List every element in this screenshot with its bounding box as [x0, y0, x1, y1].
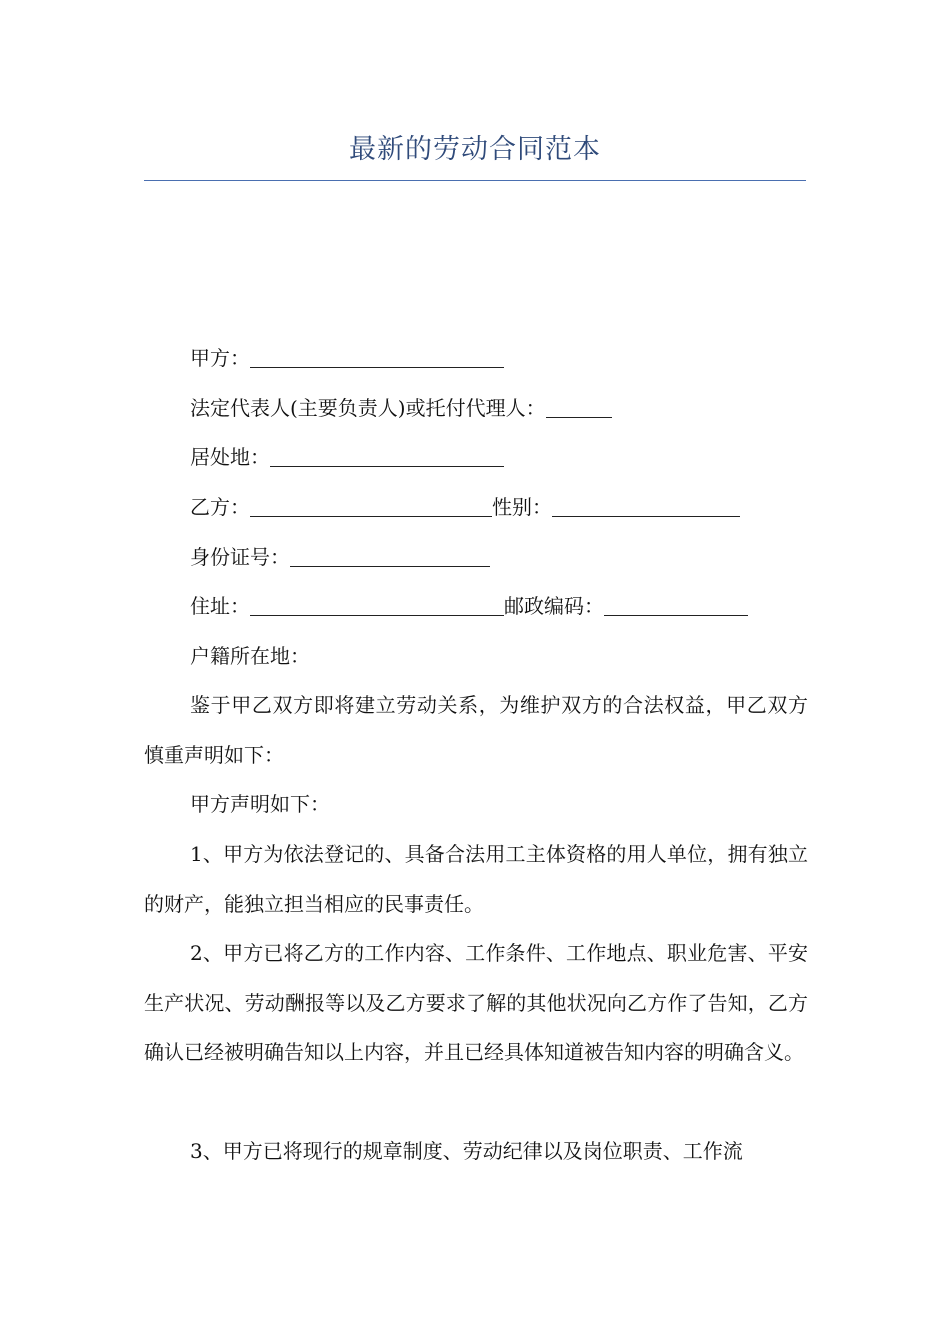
- party-a-statement-heading: 甲方声明如下：: [190, 792, 330, 816]
- gender-field[interactable]: [552, 498, 740, 517]
- document-title: 最新的劳动合同范本: [349, 134, 601, 165]
- address-label: 住址：: [190, 594, 250, 618]
- legal-rep-field[interactable]: [546, 399, 612, 418]
- residence-label: 居处地：: [190, 445, 270, 469]
- postal-code-label: 邮政编码：: [504, 594, 604, 618]
- address-row: [190, 591, 748, 621]
- intro-paragraph: 鉴于甲乙双方即将建立劳动关系，为维护双方的合法权益，甲乙双方慎重声明如下：: [144, 693, 808, 767]
- party-a-label: 甲方：: [190, 346, 250, 370]
- clause-1-paragraph: 1、甲方为依法登记的、具备合法用工主体资格的用人单位，拥有独立的财产，能独立担当相应的民事责任。: [144, 842, 808, 916]
- clause-2-paragraph: 2、甲方已将乙方的工作内容、工作条件、工作地点、职业危害、平安生产状况、劳动酬报等以及乙方要求了解的其他状况向乙方作了告知，乙方确认已经被明确告知以上内容，并且已经具体知道被告知内容的明确含义。: [144, 941, 808, 1064]
- party-b-label: 乙方：: [190, 495, 250, 519]
- address-field[interactable]: [250, 597, 504, 616]
- postal-code-field[interactable]: [604, 597, 748, 616]
- party-a-field[interactable]: [250, 349, 504, 368]
- party-a-row: [190, 343, 504, 373]
- household-row: [190, 641, 310, 671]
- party-b-row: [190, 492, 740, 522]
- legal-rep-label: 法定代表人(主要负责人)或托付代理人：: [190, 396, 546, 420]
- party-b-field[interactable]: [250, 498, 492, 517]
- household-label: 户籍所在地：: [190, 644, 310, 668]
- id-number-label: 身份证号：: [190, 545, 290, 569]
- title-underline: [144, 180, 806, 181]
- legal-rep-row: [190, 393, 612, 423]
- clause-3-paragraph: 3、甲方已将现行的规章制度、劳动纪律以及岗位职责、工作流: [190, 1139, 743, 1163]
- gender-label: 性别：: [492, 495, 552, 519]
- residence-field[interactable]: [270, 448, 504, 467]
- id-number-row: [190, 542, 490, 572]
- id-number-field[interactable]: [290, 548, 490, 567]
- residence-row: [190, 442, 504, 472]
